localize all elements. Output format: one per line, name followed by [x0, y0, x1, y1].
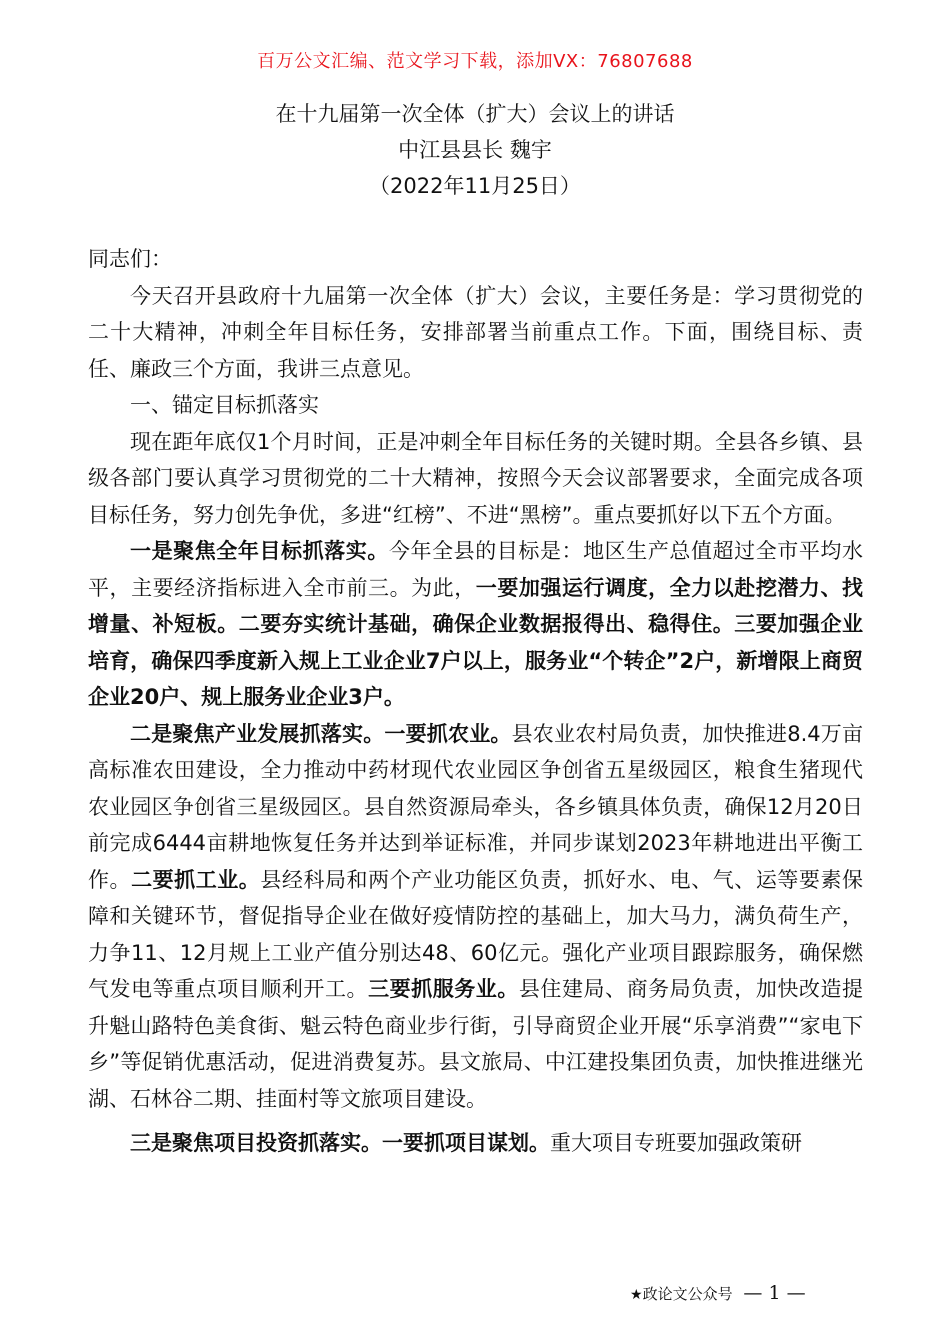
point-2-service-lead: 三要抓服务业。	[368, 977, 519, 1001]
footer-source: 政论文公众号	[642, 1285, 733, 1303]
star-icon: ★	[630, 1287, 643, 1303]
point-1-bold-text: 一要加强运行调度，全力以赴挖潜力、找增量、补短板。二要夯实统计基础，确保企业数据报得出、稳得住。三要加强企业培育，确保四季度新入规上工业企业7户以上，服务业“个转企”2户，新增限上商贸企业20户、规上服务业企业3户。	[88, 575, 864, 709]
point-2-industry-lead: 二要抓工业。	[131, 867, 261, 892]
document-body	[88, 241, 863, 1162]
document-date: （2022年11月25日）	[369, 174, 581, 198]
point-3-text: 重大项目专班要加强政策研	[550, 1131, 802, 1155]
salutation: 同志们：	[88, 247, 172, 271]
page-footer	[630, 1282, 806, 1304]
document-title: 在十九届第一次全体（扩大）会议上的讲话	[275, 102, 675, 126]
page-number: — 1 —	[737, 1282, 806, 1304]
section-1-paragraph: 现在距年底仅1个月时间，正是冲刺全年目标任务的关键时期。全县各乡镇、县级各部门要认真学习贯彻党的二十大精神，按照今天会议部署要求，全面完成各项目标任务，努力创先争优，多进“红榜”、不进“黑榜”。重点要抓好以下五个方面。	[88, 429, 863, 527]
point-1-text: 今年全县的目标是：地区生产总值超过全市平均水平，主要经济指标进入全市前三。为此，	[88, 539, 864, 600]
point-1-paragraph	[88, 533, 863, 716]
point-2-text-industry: 县经科局和两个产业功能区负责，抓好水、电、气、运等要素保障和关键环节，督促指导企业在做好疫情防控的基础上，加大马力，满负荷生产，力争11、12月规上工业产值分别达48、60亿元。强化产业项目跟踪服务，确保燃气发电等重点项目顺利开工。	[88, 867, 864, 1001]
point-2-lead: 二是聚焦产业发展抓落实。一要抓农业。	[130, 721, 512, 746]
section-heading-1: 一、锚定目标抓落实	[130, 393, 319, 417]
watermark-banner: 百万公文汇编、范文学习下载，添加VX：76807688	[257, 51, 693, 72]
intro-paragraph: 今天召开县政府十九届第一次全体（扩大）会议，主要任务是：学习贯彻党的二十大精神，冲刺全年目标任务，安排部署当前重点工作。下面，围绕目标、责任、廉政三个方面，我讲三点意见。	[88, 283, 863, 381]
point-1-lead: 一是聚焦全年目标抓落实。	[130, 539, 389, 563]
point-2-paragraph	[88, 716, 863, 1118]
point-3-lead: 三是聚焦项目投资抓落实。一要抓项目谋划。	[130, 1131, 550, 1155]
point-3-paragraph	[88, 1125, 863, 1162]
point-2-text-agriculture: 县农业农村局负责，加快推进8.4万亩高标准农田建设，全力推动中药材现代农业园区争创省五星级园区，粮食生猪现代农业园区争创省三星级园区。县自然资源局牵头，各乡镇具体负责，确保12月20日前完成6444亩耕地恢复任务并达到举证标准，并同步谋划2023年耕地进出平衡工作。	[88, 721, 864, 892]
document-author: 中江县县长 魏宇	[398, 138, 552, 162]
document-header	[0, 96, 950, 204]
point-2-text-service: 县住建局、商务局负责，加快改造提升魁山路特色美食街、魁云特色商业步行街，引导商贸企业开展“乐享消费”“家电下乡”等促销优惠活动，促进消费复苏。县文旅局、中江建投集团负责，加快推进继光湖、石林谷二期、挂面村等文旅项目建设。	[88, 977, 864, 1111]
